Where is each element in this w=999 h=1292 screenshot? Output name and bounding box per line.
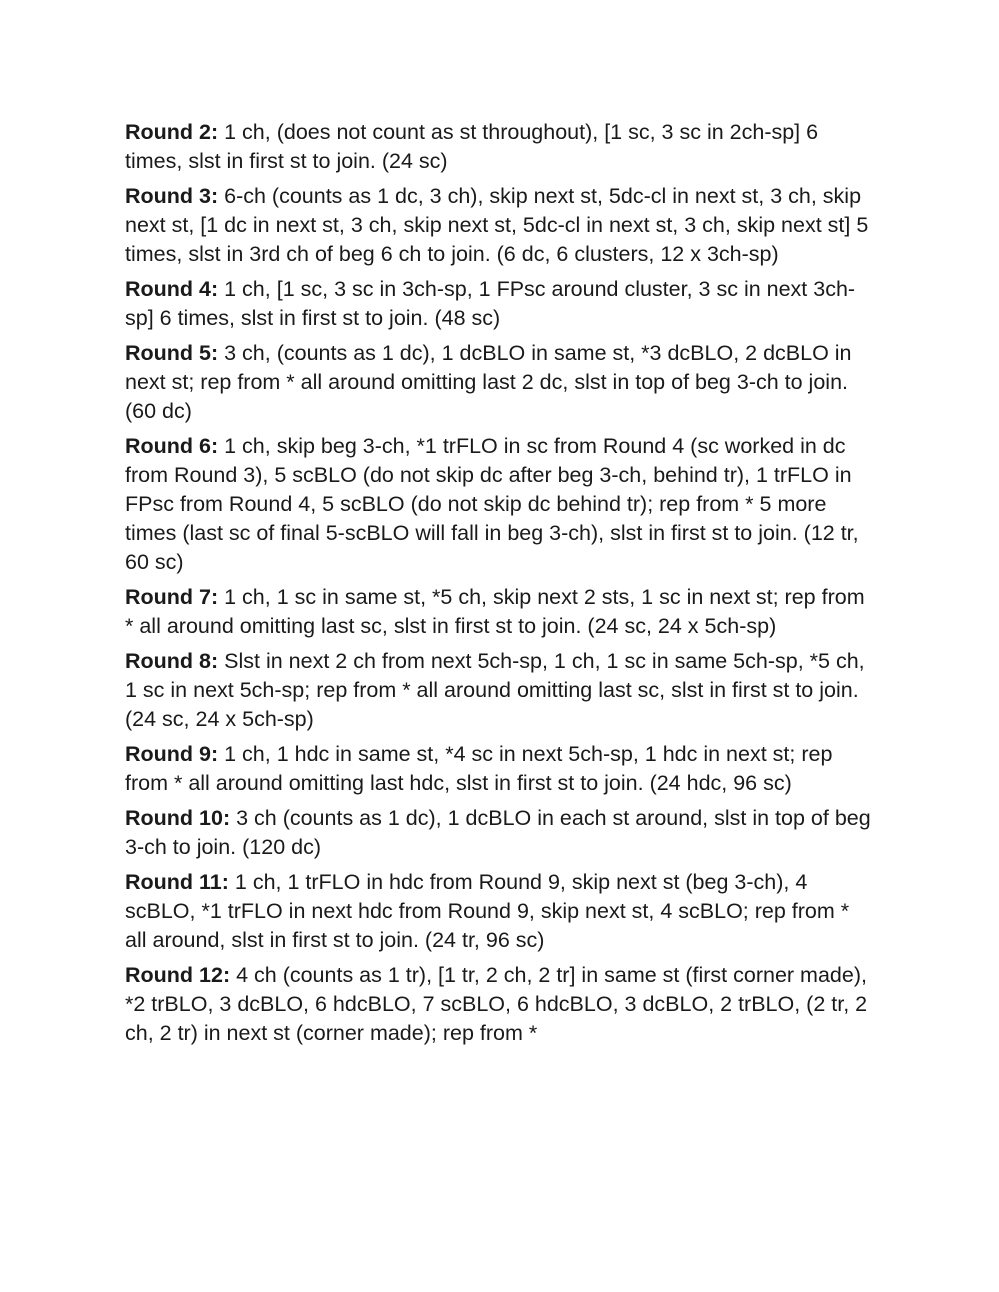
round-text: 3 ch, (counts as 1 dc), 1 dcBLO in same st, *3 dcBLO, 2 dcBLO in next st; rep from * all around omitting last 2 dc, slst in top of beg 3-ch to join. (60 dc) — [125, 341, 852, 423]
round-label: Round 3: — [125, 184, 219, 208]
round-label: Round 11: — [125, 870, 229, 894]
round-text: 4 ch (counts as 1 tr), [1 tr, 2 ch, 2 tr] in same st (first corner made), *2 trBLO, 3 dcBLO, 6 hdcBLO, 7 scBLO, 6 hdcBLO, 3 dcBLO, 2 trBLO, (2 tr, 2 ch, 2 tr) in next st (corner made); rep from * — [125, 963, 868, 1045]
round-label: Round 4: — [125, 277, 219, 301]
round-label: Round 6: — [125, 434, 219, 458]
round-text: 1 ch, 1 sc in same st, *5 ch, skip next 2 sts, 1 sc in next st; rep from * all around omitting last sc, slst in first st to join. (24 sc, 24 x 5ch-sp) — [125, 585, 865, 638]
round-label: Round 5: — [125, 341, 219, 365]
round-12-instruction — [125, 961, 875, 1048]
round-2-instruction — [125, 118, 875, 176]
round-text: 1 ch, 1 trFLO in hdc from Round 9, skip next st (beg 3-ch), 4 scBLO, *1 trFLO in next hdc from Round 9, skip next st, 4 scBLO; rep from * all around, slst in first st to join. (24 tr, 96 sc) — [125, 870, 850, 952]
round-5-instruction — [125, 339, 875, 426]
round-11-instruction — [125, 868, 875, 955]
round-8-instruction — [125, 647, 875, 734]
round-3-instruction — [125, 182, 875, 269]
round-7-instruction — [125, 583, 875, 641]
round-label: Round 2: — [125, 120, 219, 144]
round-6-instruction — [125, 432, 875, 577]
round-label: Round 9: — [125, 742, 219, 766]
round-text: 6-ch (counts as 1 dc, 3 ch), skip next st, 5dc-cl in next st, 3 ch, skip next st, [1 dc in next st, 3 ch, skip next st, 5dc-cl in next st, 3 ch, skip next st] 5 times, slst in 3rd ch of beg 6 ch to join. (6 dc, 6 clusters, 12 x 3ch-sp) — [125, 184, 869, 266]
round-text: 1 ch, (does not count as st throughout), [1 sc, 3 sc in 2ch-sp] 6 times, slst in first st to join. (24 sc) — [125, 120, 819, 173]
round-label: Round 7: — [125, 585, 219, 609]
pattern-instructions — [125, 118, 875, 1054]
round-text: 1 ch, skip beg 3-ch, *1 trFLO in sc from Round 4 (sc worked in dc from Round 3), 5 scBLO (do not skip dc after beg 3-ch, behind tr), 1 trFLO in FPsc from Round 4, 5 scBLO (do not skip dc behind tr); rep from * 5 more times (last sc of final 5-scBLO will fall in beg 3-ch), slst in first st to join. (12 tr, 60 sc) — [125, 434, 859, 574]
round-4-instruction — [125, 275, 875, 333]
round-9-instruction — [125, 740, 875, 798]
round-10-instruction — [125, 804, 875, 862]
round-label: Round 8: — [125, 649, 219, 673]
round-text: 1 ch, 1 hdc in same st, *4 sc in next 5ch-sp, 1 hdc in next st; rep from * all around omitting last hdc, slst in first st to join. (24 hdc, 96 sc) — [125, 742, 833, 795]
round-text: 1 ch, [1 sc, 3 sc in 3ch-sp, 1 FPsc around cluster, 3 sc in next 3ch-sp] 6 times, slst in first st to join. (48 sc) — [125, 277, 856, 330]
round-text: Slst in next 2 ch from next 5ch-sp, 1 ch, 1 sc in same 5ch-sp, *5 ch, 1 sc in next 5ch-sp; rep from * all around omitting last sc, slst in first st to join. (24 sc, 24 x 5ch-sp) — [125, 649, 865, 731]
round-label: Round 10: — [125, 806, 231, 830]
round-label: Round 12: — [125, 963, 231, 987]
round-text: 3 ch (counts as 1 dc), 1 dcBLO in each st around, slst in top of beg 3-ch to join. (120 dc) — [125, 806, 871, 859]
